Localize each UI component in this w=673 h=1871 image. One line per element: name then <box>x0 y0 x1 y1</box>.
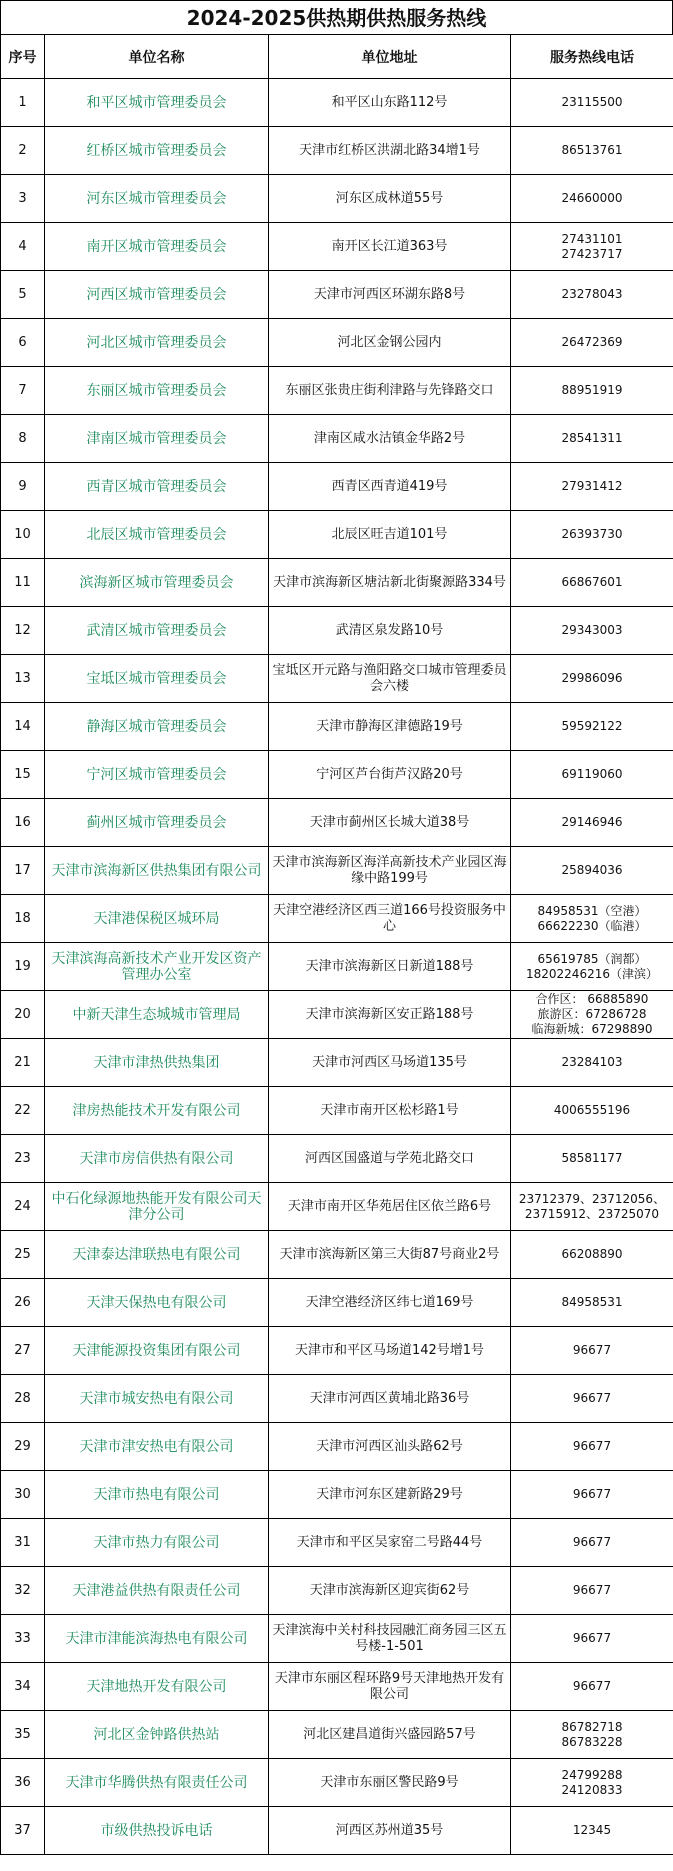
phone-line: 12345 <box>572 1823 612 1837</box>
hotline-phone <box>511 1423 673 1471</box>
table-row <box>1 1375 673 1423</box>
row-number: 4 <box>1 223 45 271</box>
hotline-phone <box>511 1135 673 1183</box>
unit-name: 天津天保热电有限公司 <box>45 1279 269 1327</box>
row-number: 20 <box>1 991 45 1039</box>
hotline-phone <box>511 751 673 799</box>
table-row <box>1 1471 673 1519</box>
phone-line: 86513761 <box>561 143 623 157</box>
unit-address: 河北区金钢公园内 <box>269 319 511 367</box>
unit-address: 天津市和平区吴家窑二号路44号 <box>269 1519 511 1567</box>
phone-line: 28541311 <box>561 431 623 445</box>
phone-line: 23115500 <box>561 95 623 109</box>
row-number: 31 <box>1 1519 45 1567</box>
hotline-phone <box>511 799 673 847</box>
row-number: 33 <box>1 1615 45 1663</box>
phone-line: 26393730 <box>561 527 623 541</box>
unit-name: 天津滨海高新技术产业开发区资产管理办公室 <box>45 943 269 991</box>
table-row <box>1 1279 673 1327</box>
row-number: 10 <box>1 511 45 559</box>
unit-name: 武清区城市管理委员会 <box>45 607 269 655</box>
row-number: 35 <box>1 1711 45 1759</box>
phone-line: 96677 <box>572 1583 612 1597</box>
unit-name: 天津市津能滨海热电有限公司 <box>45 1615 269 1663</box>
hotline-phone <box>511 1519 673 1567</box>
unit-name: 中新天津生态城城市管理局 <box>45 991 269 1039</box>
unit-address: 天津市滨海新区日新道188号 <box>269 943 511 991</box>
row-number: 2 <box>1 127 45 175</box>
unit-name: 天津泰达津联热电有限公司 <box>45 1231 269 1279</box>
table-row <box>1 1327 673 1375</box>
unit-address: 天津市滨海新区海洋高新技术产业园区海缘中路199号 <box>269 847 511 895</box>
phone-line: 24799288 <box>561 1767 623 1782</box>
table-row <box>1 1711 673 1759</box>
unit-name: 河北区城市管理委员会 <box>45 319 269 367</box>
unit-name: 天津市津安热电有限公司 <box>45 1423 269 1471</box>
unit-address: 河西区苏州道35号 <box>269 1807 511 1855</box>
unit-address: 天津市南开区华苑居住区依兰路6号 <box>269 1183 511 1231</box>
table-row <box>1 511 673 559</box>
hotline-phone <box>511 559 673 607</box>
phone-line: 29146946 <box>561 815 623 829</box>
unit-address: 宁河区芦台街芦汉路20号 <box>269 751 511 799</box>
hotline-phone <box>511 607 673 655</box>
hotline-phone <box>511 895 673 943</box>
unit-address: 河东区成林道55号 <box>269 175 511 223</box>
phone-line: 23715912、23725070 <box>524 1206 660 1221</box>
hotline-phone <box>511 943 673 991</box>
hotline-phone <box>511 1231 673 1279</box>
unit-address: 津南区咸水沽镇金华路2号 <box>269 415 511 463</box>
hotline-phone <box>511 1807 673 1855</box>
unit-name: 河西区城市管理委员会 <box>45 271 269 319</box>
header-address: 单位地址 <box>269 35 511 79</box>
hotline-phone <box>511 1615 673 1663</box>
unit-name: 宝坻区城市管理委员会 <box>45 655 269 703</box>
hotline-phone <box>511 703 673 751</box>
unit-address: 西青区西青道419号 <box>269 463 511 511</box>
row-number: 23 <box>1 1135 45 1183</box>
hotline-phone <box>511 367 673 415</box>
row-number: 8 <box>1 415 45 463</box>
row-number: 29 <box>1 1423 45 1471</box>
table-row <box>1 127 673 175</box>
unit-name: 和平区城市管理委员会 <box>45 79 269 127</box>
table-row <box>1 703 673 751</box>
row-number: 16 <box>1 799 45 847</box>
page-title: 2024-2025供热期供热服务热线 <box>0 0 673 34</box>
table-row <box>1 319 673 367</box>
phone-line: 86783228 <box>561 1734 623 1749</box>
table-row <box>1 1519 673 1567</box>
unit-address: 天津市滨海新区安正路188号 <box>269 991 511 1039</box>
table-row <box>1 751 673 799</box>
phone-line: 4006555196 <box>553 1103 631 1117</box>
unit-address: 宝坻区开元路与渔阳路交口城市管理委员会六楼 <box>269 655 511 703</box>
table-row <box>1 1807 673 1855</box>
row-number: 6 <box>1 319 45 367</box>
hotline-phone <box>511 127 673 175</box>
row-number: 5 <box>1 271 45 319</box>
phone-line: 24660000 <box>561 191 623 205</box>
unit-address: 河北区建昌道街兴盛园路57号 <box>269 1711 511 1759</box>
unit-address: 天津市河东区建新路29号 <box>269 1471 511 1519</box>
phone-line: 合作区： 66885890 <box>535 992 649 1006</box>
phone-line: 59592122 <box>561 719 623 733</box>
unit-name: 天津市华腾供热有限责任公司 <box>45 1759 269 1807</box>
phone-line: 27431101 <box>561 231 623 246</box>
hotline-phone <box>511 271 673 319</box>
phone-line: 96677 <box>572 1631 612 1645</box>
table-row <box>1 655 673 703</box>
hotline-phone <box>511 1087 673 1135</box>
unit-name: 静海区城市管理委员会 <box>45 703 269 751</box>
phone-line: 18202246216（津滨） <box>526 966 658 981</box>
table-row <box>1 223 673 271</box>
unit-address: 东丽区张贵庄街利津路与先锋路交口 <box>269 367 511 415</box>
row-number: 25 <box>1 1231 45 1279</box>
table-row <box>1 943 673 991</box>
row-number: 26 <box>1 1279 45 1327</box>
phone-line: 临海新城：67298890 <box>531 1022 653 1036</box>
header-no: 序号 <box>1 35 45 79</box>
unit-name: 蓟州区城市管理委员会 <box>45 799 269 847</box>
row-number: 22 <box>1 1087 45 1135</box>
phone-line: 65619785（润都） <box>537 951 647 966</box>
phone-line: 旅游区：67286728 <box>537 1007 647 1021</box>
unit-address: 河西区国盛道与学苑北路交口 <box>269 1135 511 1183</box>
unit-name: 天津市热力有限公司 <box>45 1519 269 1567</box>
phone-line: 23712379、23712056、 <box>518 1191 666 1206</box>
row-number: 7 <box>1 367 45 415</box>
header-row <box>1 35 673 79</box>
unit-address: 天津市滨海新区迎宾街62号 <box>269 1567 511 1615</box>
unit-address: 武清区泉发路10号 <box>269 607 511 655</box>
hotline-phone <box>511 1663 673 1711</box>
unit-name: 天津港益供热有限责任公司 <box>45 1567 269 1615</box>
row-number: 30 <box>1 1471 45 1519</box>
hotline-phone <box>511 1039 673 1087</box>
table-row <box>1 1567 673 1615</box>
hotline-phone <box>511 223 673 271</box>
row-number: 1 <box>1 79 45 127</box>
unit-address: 天津市滨海新区第三大街87号商业2号 <box>269 1231 511 1279</box>
table-row <box>1 847 673 895</box>
table-row <box>1 1039 673 1087</box>
unit-name: 东丽区城市管理委员会 <box>45 367 269 415</box>
hotline-table <box>0 34 673 1855</box>
unit-address: 天津市东丽区警民路9号 <box>269 1759 511 1807</box>
phone-line: 96677 <box>572 1487 612 1501</box>
unit-address: 北辰区旺吉道101号 <box>269 511 511 559</box>
row-number: 18 <box>1 895 45 943</box>
hotline-phone <box>511 1279 673 1327</box>
hotline-phone <box>511 991 673 1039</box>
hotline-phone <box>511 1471 673 1519</box>
table-row <box>1 175 673 223</box>
unit-address: 和平区山东路112号 <box>269 79 511 127</box>
phone-line: 96677 <box>572 1679 612 1693</box>
hotline-phone <box>511 175 673 223</box>
unit-name: 西青区城市管理委员会 <box>45 463 269 511</box>
row-number: 12 <box>1 607 45 655</box>
unit-name: 天津市城安热电有限公司 <box>45 1375 269 1423</box>
unit-name: 天津市津热供热集团 <box>45 1039 269 1087</box>
hotline-phone <box>511 1759 673 1807</box>
row-number: 19 <box>1 943 45 991</box>
table-row <box>1 1183 673 1231</box>
unit-name: 天津能源投资集团有限公司 <box>45 1327 269 1375</box>
unit-address: 天津市红桥区洪湖北路34增1号 <box>269 127 511 175</box>
row-number: 15 <box>1 751 45 799</box>
unit-address: 天津空港经济区纬七道169号 <box>269 1279 511 1327</box>
phone-line: 27931412 <box>561 479 623 493</box>
unit-name: 天津港保税区城环局 <box>45 895 269 943</box>
unit-address: 天津滨海中关村科技园融汇商务园三区五号楼-1-501 <box>269 1615 511 1663</box>
unit-name: 天津市房信供热有限公司 <box>45 1135 269 1183</box>
unit-name: 天津地热开发有限公司 <box>45 1663 269 1711</box>
row-number: 9 <box>1 463 45 511</box>
unit-name: 南开区城市管理委员会 <box>45 223 269 271</box>
table-row <box>1 559 673 607</box>
unit-name: 津房热能技术开发有限公司 <box>45 1087 269 1135</box>
phone-line: 66208890 <box>561 1247 623 1261</box>
hotline-phone <box>511 847 673 895</box>
unit-name: 宁河区城市管理委员会 <box>45 751 269 799</box>
table-row <box>1 367 673 415</box>
unit-name: 津南区城市管理委员会 <box>45 415 269 463</box>
table-row <box>1 1615 673 1663</box>
unit-name: 河北区金钟路供热站 <box>45 1711 269 1759</box>
hotline-phone <box>511 463 673 511</box>
table-row <box>1 79 673 127</box>
phone-line: 23278043 <box>561 287 623 301</box>
table-row <box>1 415 673 463</box>
unit-name: 市级供热投诉电话 <box>45 1807 269 1855</box>
phone-line: 66622230（临港） <box>537 918 647 933</box>
unit-name: 河东区城市管理委员会 <box>45 175 269 223</box>
phone-line: 58581177 <box>561 1151 623 1165</box>
header-name: 单位名称 <box>45 35 269 79</box>
hotline-phone <box>511 415 673 463</box>
unit-address: 天津市河西区黄埔北路36号 <box>269 1375 511 1423</box>
hotline-phone <box>511 1567 673 1615</box>
hotline-phone <box>511 655 673 703</box>
hotline-phone <box>511 1711 673 1759</box>
unit-address: 天津市东丽区程环路9号天津地热开发有限公司 <box>269 1663 511 1711</box>
row-number: 36 <box>1 1759 45 1807</box>
table-row <box>1 1135 673 1183</box>
unit-name: 天津市热电有限公司 <box>45 1471 269 1519</box>
row-number: 21 <box>1 1039 45 1087</box>
table-row <box>1 799 673 847</box>
unit-address: 天津市和平区马场道142号增1号 <box>269 1327 511 1375</box>
phone-line: 88951919 <box>561 383 623 397</box>
unit-name: 天津市滨海新区供热集团有限公司 <box>45 847 269 895</box>
table-row <box>1 1231 673 1279</box>
unit-name: 滨海新区城市管理委员会 <box>45 559 269 607</box>
unit-address: 天津市静海区津德路19号 <box>269 703 511 751</box>
unit-address: 天津市滨海新区塘沽新北街聚源路334号 <box>269 559 511 607</box>
table-row <box>1 1087 673 1135</box>
row-number: 11 <box>1 559 45 607</box>
row-number: 13 <box>1 655 45 703</box>
phone-line: 69119060 <box>561 767 623 781</box>
phone-line: 26472369 <box>561 335 623 349</box>
row-number: 28 <box>1 1375 45 1423</box>
unit-name: 北辰区城市管理委员会 <box>45 511 269 559</box>
row-number: 32 <box>1 1567 45 1615</box>
table-row <box>1 463 673 511</box>
phone-line: 84958531 <box>561 1295 623 1309</box>
row-number: 17 <box>1 847 45 895</box>
phone-line: 27423717 <box>561 246 623 261</box>
unit-address: 天津空港经济区西三道166号投资服务中心 <box>269 895 511 943</box>
hotline-phone <box>511 319 673 367</box>
phone-line: 23284103 <box>561 1055 623 1069</box>
phone-line: 86782718 <box>561 1719 623 1734</box>
unit-address: 南开区长江道363号 <box>269 223 511 271</box>
unit-name: 中石化绿源地热能开发有限公司天津分公司 <box>45 1183 269 1231</box>
table-row <box>1 1663 673 1711</box>
hotline-phone <box>511 1327 673 1375</box>
phone-line: 25894036 <box>561 863 623 877</box>
unit-address: 天津市河西区环湖东路8号 <box>269 271 511 319</box>
phone-line: 84958531（空港） <box>537 903 647 918</box>
phone-line: 96677 <box>572 1535 612 1549</box>
hotline-phone <box>511 79 673 127</box>
hotline-phone <box>511 511 673 559</box>
unit-address: 天津市蓟州区长城大道38号 <box>269 799 511 847</box>
phone-line: 24120833 <box>561 1782 623 1797</box>
unit-address: 天津市河西区汕头路62号 <box>269 1423 511 1471</box>
phone-line: 96677 <box>572 1343 612 1357</box>
hotline-phone <box>511 1375 673 1423</box>
row-number: 3 <box>1 175 45 223</box>
phone-line: 66867601 <box>561 575 623 589</box>
hotline-phone <box>511 1183 673 1231</box>
unit-address: 天津市河西区马场道135号 <box>269 1039 511 1087</box>
table-row <box>1 271 673 319</box>
row-number: 14 <box>1 703 45 751</box>
table-row <box>1 607 673 655</box>
table-row <box>1 895 673 943</box>
unit-address: 天津市南开区松杉路1号 <box>269 1087 511 1135</box>
phone-line: 29986096 <box>561 671 623 685</box>
unit-name: 红桥区城市管理委员会 <box>45 127 269 175</box>
phone-line: 96677 <box>572 1391 612 1405</box>
phone-line: 29343003 <box>561 623 623 637</box>
row-number: 37 <box>1 1807 45 1855</box>
table-row <box>1 1759 673 1807</box>
table-row <box>1 1423 673 1471</box>
phone-line: 96677 <box>572 1439 612 1453</box>
header-phone: 服务热线电话 <box>511 35 673 79</box>
row-number: 27 <box>1 1327 45 1375</box>
row-number: 34 <box>1 1663 45 1711</box>
table-row <box>1 991 673 1039</box>
row-number: 24 <box>1 1183 45 1231</box>
